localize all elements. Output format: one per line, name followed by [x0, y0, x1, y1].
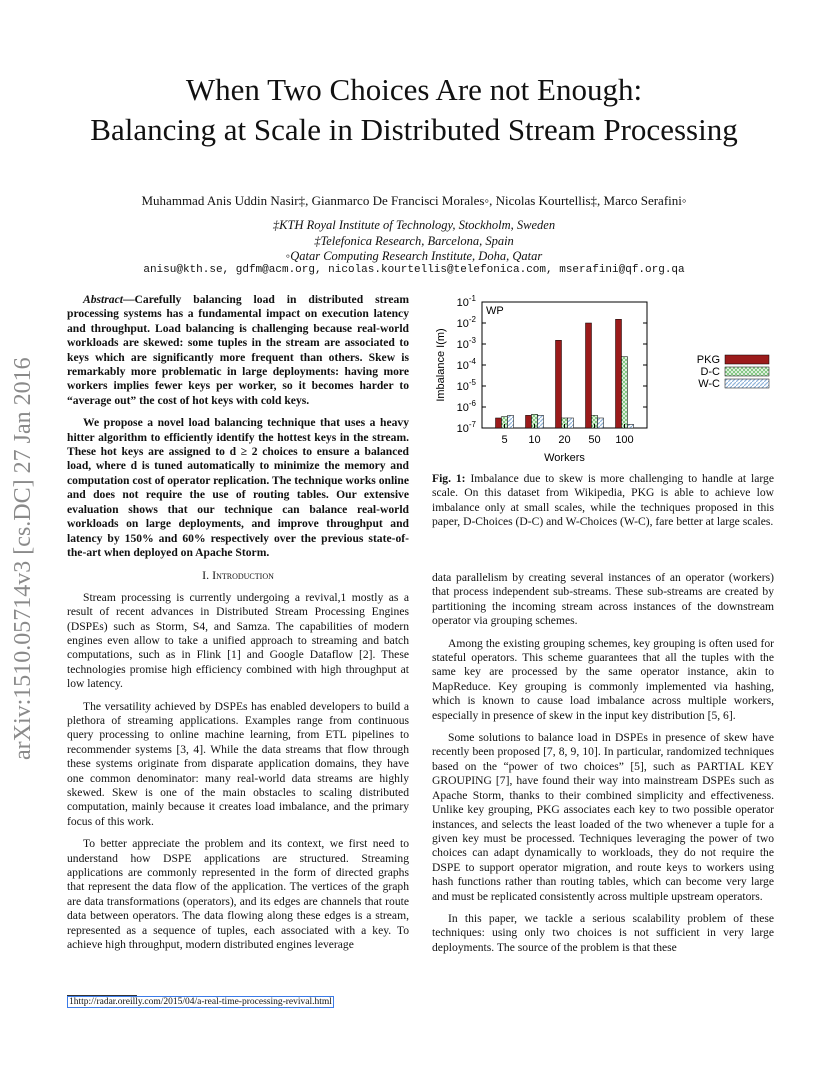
- right-paragraph-1: data parallelism by creating several instances of an operator (workers) that process independent sub-streams. These sub-streams are created by partitioning the incoming stream across instances of the downstream operator via grouping schemes.: [432, 571, 774, 628]
- bar-w-c-100: [628, 424, 634, 428]
- right-paragraph-2: Among the existing grouping schemes, key grouping is often used for stateful operators. This scheme guarantees that all the tuples with the same key are processed by the same operator instance, akin to MapReduce. Key grouping is commonly implemented via hashing, which is known to cause load imbalance across multiple workers, especially in presence of skew in the input key distribution [5, 6].: [432, 636, 774, 722]
- imbalance-chart: [432, 290, 777, 468]
- paper-title: [0, 70, 828, 150]
- bar-w-c-10: [538, 415, 544, 428]
- chart-annotation: WP: [486, 305, 504, 317]
- x-tick-label: 10: [528, 434, 541, 446]
- author-emails: anisu@kth.se, gdfm@acm.org, nicolas.kourtellis@telefonica.com, mserafini@qf.org.qa: [143, 264, 685, 276]
- bar-pkg-20: [556, 340, 562, 428]
- legend-label-w-c: W-C: [698, 378, 720, 390]
- bar-pkg-50: [586, 323, 592, 428]
- bar-w-c-5: [508, 415, 514, 428]
- y-axis-label: Imbalance I(m): [435, 328, 447, 402]
- x-axis-label: Workers: [544, 452, 585, 464]
- footnote: [67, 997, 334, 1007]
- legend-label-pkg: PKG: [696, 354, 720, 366]
- affiliation-2: ‡Telefonica Research, Barcelona, Spain: [314, 234, 514, 248]
- intro-paragraph-3: To better appreciate the problem and its context, we first need to understand how DSPE applications are structured. Streaming applications are commonly represented in the form of directed graphs that represent the data flow of the application. The vertices of the graph are data transformations (operators), and its edges are channels that route data between operators. The data flowing along these edges is a stream, represented as a sequence of tuples, each associated with a key. To achieve high throughput, modern distributed engines leverage: [67, 837, 409, 952]
- bar-pkg-100: [616, 319, 622, 428]
- y-tick-label: $10^{-6}$: [456, 399, 476, 414]
- title-line-1: When Two Choices Are not Enough:: [185, 72, 643, 107]
- caption-text: Imbalance due to skew is more challenging to handle at large scale. On this dataset from Wikipedia, PKG is able to achieve low imbalance only at small scales, while the techniques proposed in this paper, D-Choices (D-C) and W-Choices (W-C), fare better at large scales.: [432, 472, 774, 529]
- legend-label-d-c: D-C: [700, 366, 720, 378]
- bar-w-c-50: [598, 418, 604, 428]
- bar-pkg-10: [526, 415, 532, 428]
- intro-paragraph-2: The versatility achieved by DSPEs has enabled developers to build a plethora of streaming applications. Examples range from continuous query processing to online machine learning, from ETL pipelines to recommender systems [3, 4]. While the data streams that flow through these systems originate from disparate application domains, they have one common denominator: many real-world data streams are highly skewed. Skew is one of the main obstacles to scaling distributed computation, mainly because it creates load imbalance, and the primary focus of this work.: [67, 699, 409, 828]
- x-tick-label: 100: [615, 434, 634, 446]
- caption-label: Fig. 1:: [432, 472, 466, 485]
- y-tick-label: $10^{-2}$: [456, 315, 476, 330]
- y-tick-label: $10^{-5}$: [456, 378, 476, 393]
- abstract-text-1: —Carefully balancing load in distributed stream processing systems has a fundamental impact on execution latency and throughput. Load balancing is challenging because real-world workloads are skewed: some tuples in the stream are associated to keys which are significantly more frequent than others. Skew is remarkably more problematic in large deployments: having more workers implies fewer keys per worker, so it becomes harder to “average out” the cost of hot keys with cold keys.: [67, 293, 409, 407]
- y-tick-label: $10^{-7}$: [456, 420, 476, 435]
- abstract-paragraph-2: We propose a novel load balancing technique that uses a heavy hitter algorithm to efficiently identify the hottest keys in the stream. These hot keys are assigned to d ≥ 2 choices to ensure a balanced load, where d is tuned automatically to minimize the memory and computation cost of operator replication. The technique works online and does not require the use of routing tables. Our extensive evaluation shows that our technique can balance real-world workloads on large deployments, and improve throughput and latency by 150% and 60% respectively over the previous state-of-the-art when deployed on Apache Storm.: [67, 416, 409, 559]
- affiliation-1: ‡KTH Royal Institute of Technology, Stockholm, Sweden: [272, 218, 556, 232]
- arxiv-sidebar: arXiv:1510.05714v3 [cs.DC] 27 Jan 2016: [10, 357, 36, 760]
- y-tick-label: $10^{-1}$: [456, 294, 476, 309]
- legend-swatch-d-c: [725, 367, 769, 376]
- right-paragraph-3: Some solutions to balance load in DSPEs in presence of skew have recently been proposed [7, 8, 9, 10]. In particular, randomized techniques based on the “power of two choices” [5], such as PARTIAL KEY GROUPING [7], have found their way into mainstream DSPEs such as Apache Storm, thanks to their combined simplicity and effectiveness. Unlike key grouping, PKG associates each key to two possible operator instances, and selects the least loaded of the two whenever a tuple for a given key must be processed. Techniques leveraging the power of two choices can adapt dynamically to workloads, they do not require the DSPE to support operator migration, and route keys to workers using hash functions rather than routing tables, which can become very large and must be replicated consistently across multiple upstream operators.: [432, 731, 774, 903]
- bar-w-c-20: [568, 418, 574, 428]
- y-tick-label: $10^{-3}$: [456, 336, 476, 351]
- bar-d-c-100: [622, 357, 628, 428]
- abstract-label: Abstract: [83, 293, 123, 306]
- legend-swatch-w-c: [725, 379, 769, 388]
- x-tick-label: 20: [558, 434, 571, 446]
- x-tick-label: 50: [588, 434, 601, 446]
- section-heading: I. Introduction: [202, 568, 274, 583]
- title-line-2: Balancing at Scale in Distributed Stream Processing: [90, 112, 738, 147]
- bar-pkg-5: [496, 418, 502, 428]
- figure-caption: [432, 472, 774, 530]
- left-column: [67, 293, 409, 960]
- intro-paragraph-1: Stream processing is currently undergoing a revival,1 mostly as a result of recent advances in Distributed Stream Processing Engines (DSPEs) such as Storm, S4, and Samza. The capabilities of modern engines even allow to take a unified approach to streaming and batch computations, such as in Flink [1] and Google Dataflow [2]. These technologies promise high efficiency combined with high throughput at low latency.: [67, 590, 409, 691]
- authors: Muhammad Anis Uddin Nasir‡, Gianmarco De Francisci Morales◦, Nicolas Kourtellis‡, Marco Serafini◦: [141, 193, 687, 208]
- footnote-link[interactable]: 1http://radar.oreilly.com/2015/04/a-real-time-processing-revival.html: [69, 997, 332, 1007]
- x-tick-label: 5: [501, 434, 508, 446]
- right-column: [432, 571, 774, 963]
- affiliation-3: ◦Qatar Computing Research Institute, Doha, Qatar: [285, 249, 543, 263]
- abstract-paragraph-1: [67, 293, 409, 408]
- right-paragraph-4: In this paper, we tackle a serious scalability problem of these techniques: using only two choices is not sufficient in very large deployments. The source of the problem is that these: [432, 911, 774, 954]
- y-tick-label: $10^{-4}$: [456, 357, 476, 372]
- legend-swatch-pkg: [725, 355, 769, 364]
